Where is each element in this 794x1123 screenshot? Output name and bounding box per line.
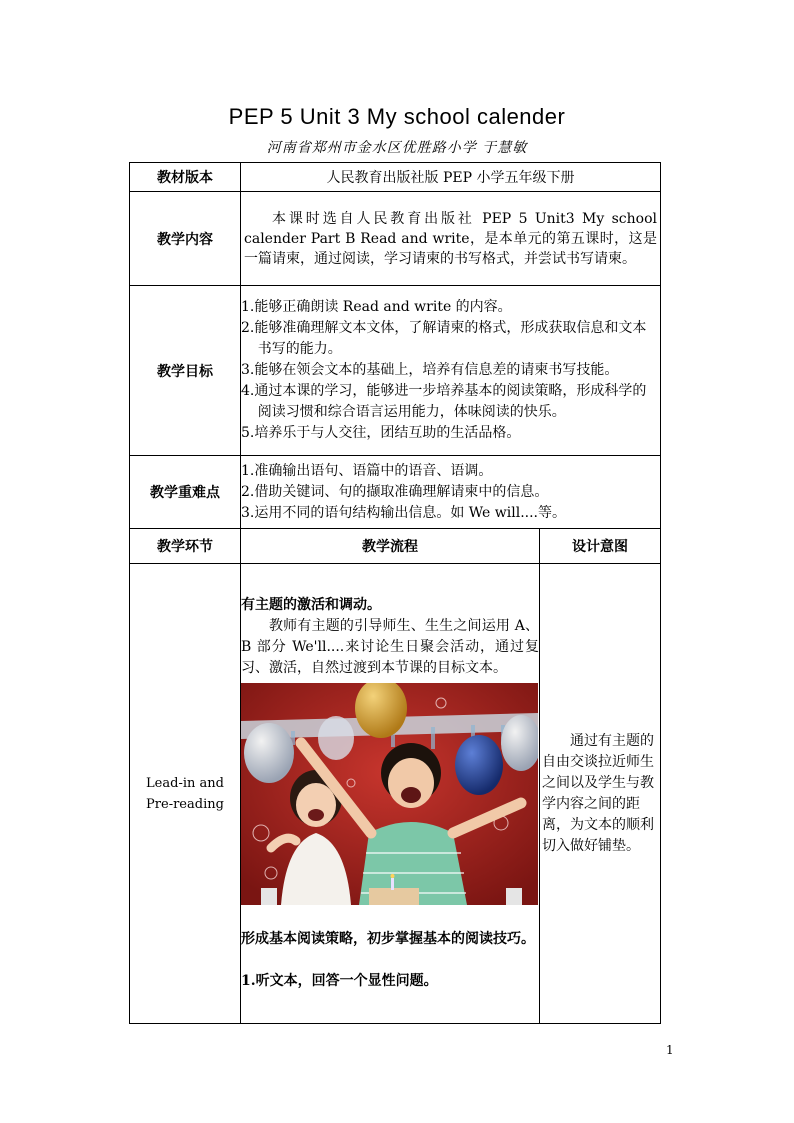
goals-label: 教学目标: [130, 286, 241, 456]
keypoints-label: 教学重难点: [130, 456, 241, 529]
row-lead-in: [130, 564, 661, 1024]
row-content: [130, 192, 661, 286]
flow-heading: 有主题的激活和调动。: [241, 597, 381, 613]
author-line: 河南省郑州市金水区优胜路小学 于慧敏: [266, 140, 528, 156]
goal-item: 3.能够在领会文本的基础上，培养有信息差的请柬书写技能。: [241, 362, 619, 378]
document-title: PEP 5 Unit 3 My school calender: [228, 104, 566, 129]
flow-heading: 形成基本阅读策略，初步掌握基本的阅读技巧。: [241, 931, 535, 947]
page-number: 1: [666, 1043, 674, 1057]
col-header-design: 设计意图: [540, 529, 661, 564]
content-cell: [241, 192, 661, 286]
content-label: 教学内容: [130, 192, 241, 286]
design-cell: [540, 564, 661, 1024]
lesson-plan-table: [129, 162, 661, 1024]
edition-label: 教材版本: [130, 163, 241, 192]
keypoints-cell: [241, 456, 661, 529]
goal-item: 4.通过本课的学习，能够进一步培养基本的阅读策略，形成科学的阅读习惯和综合语言运用能力，体味阅读的快乐。: [241, 383, 647, 420]
flow-cell: [241, 564, 540, 1024]
birthday-party-photo: [241, 683, 538, 905]
row-keypoints: [130, 456, 661, 529]
keypoint-item: 3.运用不同的语句结构输出信息。如 We will....等。: [241, 504, 567, 521]
keypoint-item: 2.借助关键词、句的撷取准确理解请柬中的信息。: [241, 483, 549, 500]
goals-list: [241, 297, 660, 444]
stage-name: Lead-in and Pre-reading: [146, 775, 224, 812]
goals-cell: [241, 286, 661, 456]
content-value: 本课时选自人民教育出版社 PEP 5 Unit3 My school calender Part B Read and write，是本单元的第五课时，这是一篇请柬，通过阅读，学习请柬的书写格式，并尝试书写请柬。: [244, 210, 657, 267]
flow-heading: 1.听文本，回答一个显性问题。: [241, 973, 438, 989]
row-column-headers: [130, 529, 661, 564]
goal-item: 1.能够正确朗读 Read and write 的内容。: [241, 299, 512, 315]
col-header-stage: 教学环节: [130, 529, 241, 564]
design-text: 通过有主题的自由交谈拉近师生之间以及学生与教学内容之间的距离，为文本的顺利切入做好铺垫。: [542, 732, 654, 854]
flow-text: 教师有主题的引导师生、生生之间运用 A、B 部分 We'll....来讨论生日聚会活动，通过复习、激活，自然过渡到本节课的目标文本。: [241, 618, 539, 676]
goal-item: 5.培养乐于与人交往，团结互助的生活品格。: [241, 425, 521, 441]
stage-cell: [130, 564, 241, 1024]
row-edition: [130, 163, 661, 192]
row-goals: [130, 286, 661, 456]
keypoint-item: 1.准确输出语句、语篇中的语音、语调。: [241, 462, 493, 479]
edition-value: 人民教育出版社版 PEP 小学五年级下册: [241, 163, 661, 192]
keypoints-list: [241, 461, 660, 524]
goal-item: 2.能够准确理解文本文体，了解请柬的格式，形成获取信息和文本书写的能力。: [241, 320, 647, 357]
col-header-flow: 教学流程: [241, 529, 540, 564]
